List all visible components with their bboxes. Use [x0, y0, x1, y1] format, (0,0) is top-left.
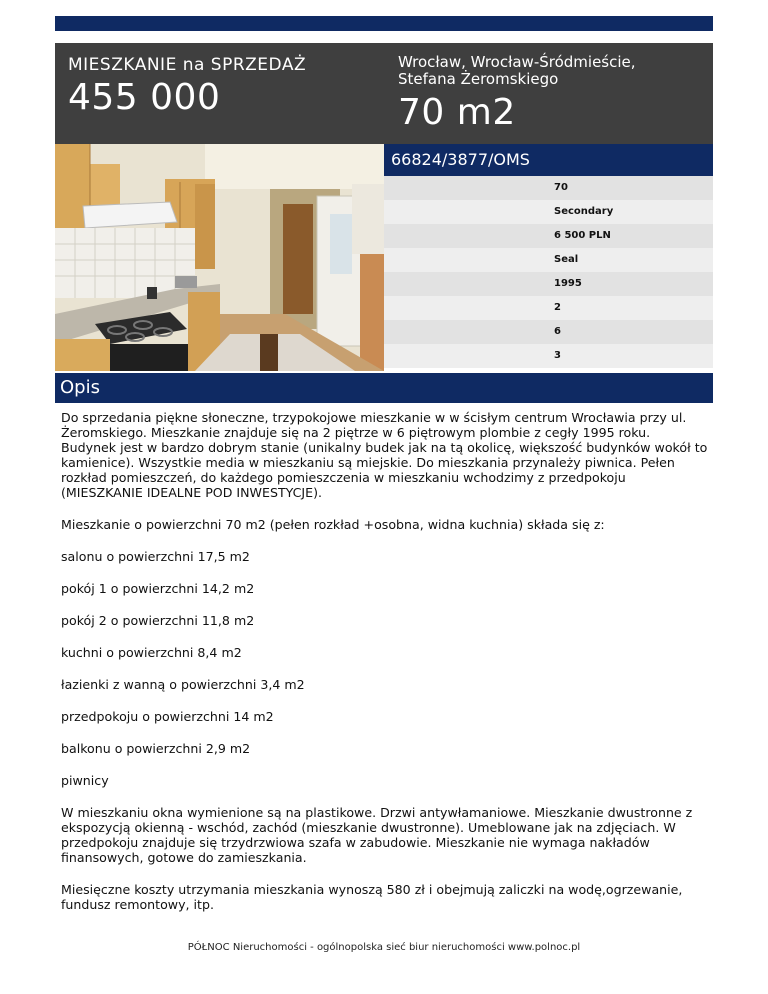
section-title: Opis [60, 377, 100, 398]
reference-number: 66824/3877/OMS [391, 150, 530, 169]
param-row: 2 [384, 296, 713, 320]
description-paragraph: przedpokoju o powierzchni 14 m2 [61, 709, 274, 724]
listing-header [55, 43, 713, 144]
kitchen-photo [55, 144, 384, 371]
top-accent-bar [55, 16, 713, 31]
reference-number-bar [384, 144, 713, 176]
listing-price: 455 000 [68, 77, 221, 118]
description-paragraph: Do sprzedania piękne słoneczne, trzypokojowe mieszkanie w w ścisłym centrum Wrocławia przy ul. Żeromskiego. Mieszkanie znajduje się na 2 piętrze w 6 piętrowym plombie z cegły 1995 roku. Budynek jest w bardzo dobrym stanie (unikalny budek jak na tą okolicę, większość budynków wokół to kamienice). Wszystkie media w mieszkaniu są miejskie. Do mieszkania przynależy piwnica. Pełen rozkład pomieszczeń, do każdego pomieszczenia w mieszkaniu wchodzimy z przedpokoju (MIESZKANIE IDEALNE POD INWESTYCJE). [61, 410, 708, 500]
param-row: 70 [384, 176, 713, 200]
description-paragraph: pokój 2 o powierzchni 11,8 m2 [61, 613, 255, 628]
param-row: 6 [384, 320, 713, 344]
param-row: Secondary [384, 200, 713, 224]
description-section-header [55, 373, 713, 403]
description-body [61, 410, 709, 929]
description-paragraph: Miesięczne koszty utrzymania mieszkania wynoszą 580 zł i obejmują zaliczki na wodę,ogrzewanie, fundusz remontowy, itp. [61, 882, 683, 912]
param-row: 3 [384, 344, 713, 368]
description-paragraph: piwnicy [61, 773, 109, 788]
description-paragraph: balkonu o powierzchni 2,9 m2 [61, 741, 251, 756]
listing-address: Wrocław, Wrocław-Śródmieście, Stefana Żeromskiego [398, 53, 636, 88]
page-footer: PÓŁNOC Nieruchomości - ogólnopolska sieć biur nieruchomości www.polnoc.pl [187, 942, 581, 953]
offer-type: MIESZKANIE na SPRZEDAŻ [68, 55, 307, 75]
parameter-list [384, 176, 713, 369]
description-paragraph: salonu o powierzchni 17,5 m2 [61, 549, 250, 564]
description-paragraph: W mieszkaniu okna wymienione są na plastikowe. Drzwi antywłamaniowe. Mieszkanie dwustronne z ekspozycją okienną - wschód, zachód (mieszkanie dwustronne). Umeblowane jak na zdjęciach. W przedpokoju znajduje się trzydrzwiowa szafa w zabudowie. Mieszkanie nie wymaga nakładów finansowych, gotowe do zamieszkania. [61, 805, 693, 865]
description-paragraph: łazienki z wanną o powierzchni 3,4 m2 [61, 677, 305, 692]
description-paragraph: kuchni o powierzchni 8,4 m2 [61, 645, 242, 660]
param-row: 6 500 PLN [384, 224, 713, 248]
listing-area: 70 m2 [398, 92, 516, 133]
param-row: Seal [384, 248, 713, 272]
description-paragraph: Mieszkanie o powierzchni 70 m2 (pełen rozkład +osobna, widna kuchnia) składa się z: [61, 517, 605, 532]
description-paragraph: pokój 1 o powierzchni 14,2 m2 [61, 581, 255, 596]
param-row: 1995 [384, 272, 713, 296]
